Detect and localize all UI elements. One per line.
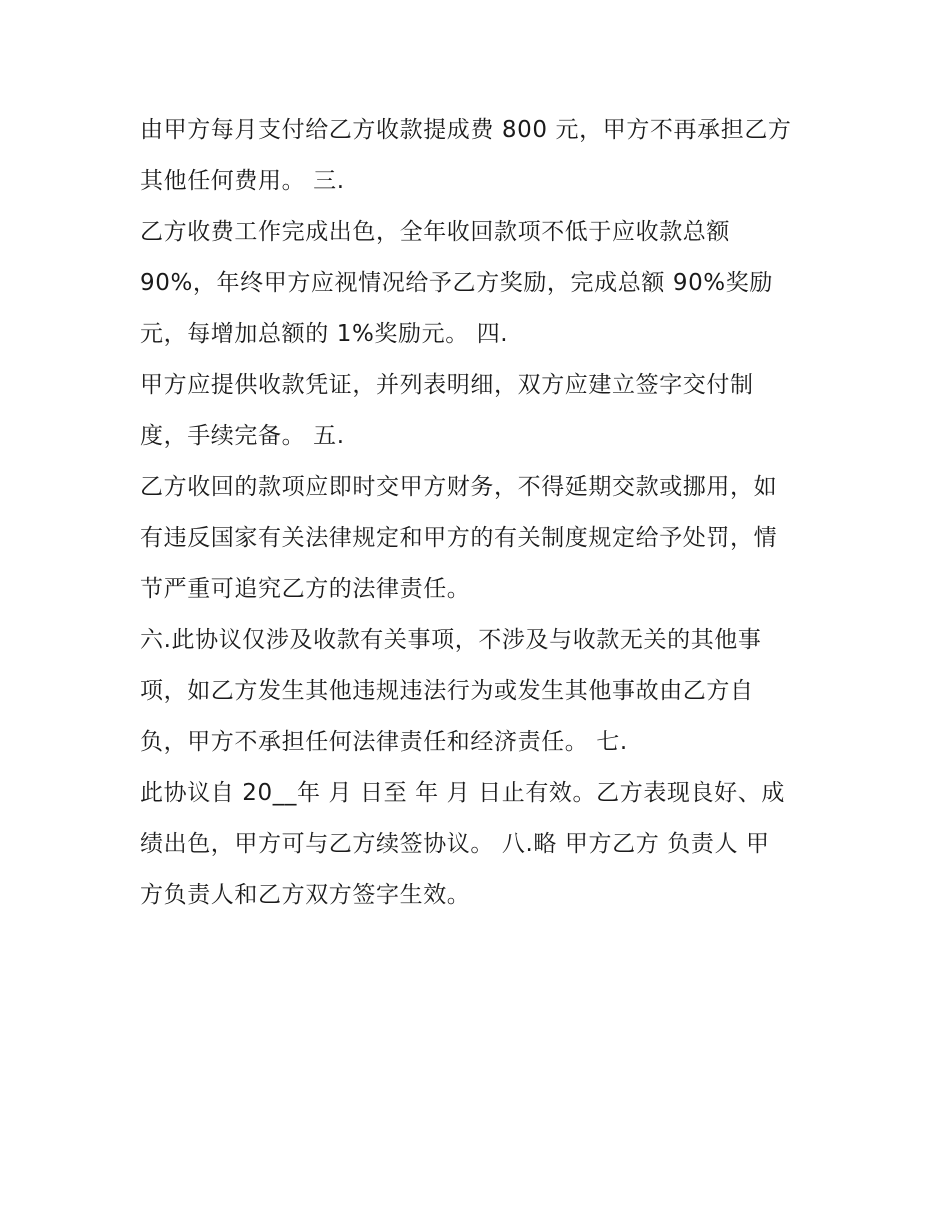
text-line-11: 六.此协议仅涉及收款有关事项，不涉及与收款无关的其他事	[140, 627, 762, 653]
text-line-3: 乙方收费工作完成出色，全年收回款项不低于应收款总额	[140, 219, 730, 245]
text-line-4: 90%，年终甲方应视情况给予乙方奖励，完成总额 90%奖励	[140, 270, 773, 296]
document-body	[140, 110, 830, 926]
text-line-15: 绩出色，甲方可与乙方续签协议。 八.略 甲方乙方 负责人 甲	[140, 831, 770, 857]
text-line-16: 方负责人和乙方双方签字生效。	[140, 882, 471, 908]
text-line-6: 甲方应提供收款凭证，并列表明细，双方应建立签字交付制	[140, 372, 754, 398]
text-line-1: 由甲方每月支付给乙方收款提成费 800 元，甲方不再承担乙方	[140, 117, 792, 143]
text-line-14: 此协议自 20__年 月 日至 年 月 日止有效。乙方表现良好、成	[140, 780, 785, 806]
text-line-2: 其他任何费用。 三.	[140, 168, 345, 194]
text-line-5: 元，每增加总额的 1%奖励元。 四.	[140, 321, 509, 347]
text-line-10: 节严重可追究乙方的法律责任。	[140, 576, 471, 602]
text-line-12: 项，如乙方发生其他违规违法行为或发生其他事故由乙方自	[140, 678, 754, 704]
text-line-9: 有违反国家有关法律规定和甲方的有关制度规定给予处罚，情	[140, 525, 778, 551]
text-line-8: 乙方收回的款项应即时交甲方财务，不得延期交款或挪用，如	[140, 474, 778, 500]
text-line-13: 负，甲方不承担任何法律责任和经济责任。 七.	[140, 729, 628, 755]
text-line-7: 度，手续完备。 五.	[140, 423, 345, 449]
